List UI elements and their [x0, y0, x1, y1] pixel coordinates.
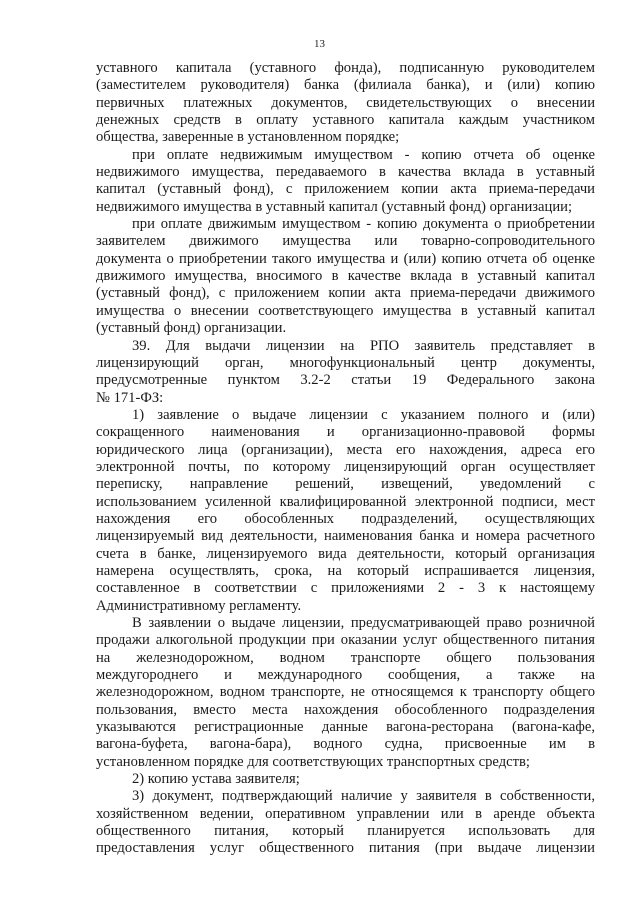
text-line: недвижимого имущества в уставный капитал (уставный фонд) организации;: [96, 198, 573, 215]
text-line: первичных платежных документов, свидетельствующих о внесении: [96, 94, 595, 111]
text-line: на железнодорожном, водном транспорте общего пользования: [96, 649, 595, 666]
text-line: 3) документ, подтверждающий наличие у заявителя в собственности,: [132, 788, 595, 805]
text-line: заявителем движимого имущества или товарно-сопроводительного: [96, 233, 595, 250]
text-line: продажи алкогольной продукции при оказании услуг общественного питания: [96, 632, 595, 649]
text-line: нахождения его обособленных подразделений, осуществляющих: [96, 510, 595, 527]
text-line: юридического лица (организации), места его нахождения, адреса его: [96, 441, 595, 458]
text-line: уставного капитала (уставного фонда), подписанную руководителем: [96, 60, 595, 76]
text-line: № 171-ФЗ:: [96, 389, 164, 406]
text-line: переписку, направление решений, извещений, уведомлений с: [96, 476, 595, 493]
text-line: (уставный фонд) организации.: [96, 320, 287, 337]
text-line: указываются регистрационные данные вагона-ресторана (вагона-кафе,: [96, 719, 595, 736]
text-line: установленном порядке для соответствующих транспортных средств;: [96, 753, 530, 770]
text-line: (заместителем руководителя) банка (филиала банка), и (или) копию: [96, 77, 595, 94]
text-line: общественного питания, который планируется использовать для: [96, 823, 595, 840]
text-line: составленное в соответствии с приложениями 2 - 3 к настоящему: [96, 580, 595, 597]
text-line: электронной почты, по которому лицензирующий орган осуществляет: [96, 458, 595, 475]
text-line: 1) заявление о выдаче лицензии с указанием полного и (или): [132, 406, 595, 423]
text-line: лицензируемый вид деятельности, наименования банка и номера расчетного: [96, 528, 595, 545]
text-line: использованием усиленной квалифицированной электронной подписи, мест: [96, 493, 595, 510]
text-line: движимого имущества, вносимого в качестве вклада в уставный капитал: [96, 268, 595, 285]
text-line: счета в банке, лицензируемого вида деятельности, который организация: [96, 545, 595, 562]
text-line: вагона-буфета, вагона-бара), водного судна, присвоенные им в: [96, 736, 595, 753]
text-line: лицензирующий орган, многофункциональный центр документы,: [96, 354, 595, 371]
text-line: пользования, вместо места нахождения обособленного подразделения: [96, 701, 595, 718]
text-line: намерена осуществлять, срока, на который испрашивается лицензия,: [96, 562, 595, 579]
text-line: предусмотренные пунктом 3.2-2 статьи 19 Федерального закона: [96, 372, 595, 389]
text-line: имущества о внесении соответствующего имущества в уставный капитал: [96, 302, 595, 319]
text-line: хозяйственном ведении, оперативном управлении или в аренде объекта: [96, 805, 595, 822]
text-line: документа о приобретении такого имущества и (или) копию отчета об оценке: [96, 250, 595, 267]
text-line: при оплате движимым имуществом - копию документа о приобретении: [132, 216, 595, 233]
text-line: В заявлении о выдаче лицензии, предусматривающей право розничной: [132, 615, 595, 631]
text-line: междугороднего и международного сообщения, а также на: [96, 667, 595, 684]
text-line: недвижимого имущества, передаваемого в качества вклада в уставный: [96, 164, 595, 181]
text-line: при оплате недвижимым имуществом - копию отчета об оценке: [132, 146, 595, 163]
page-number: 13: [314, 38, 325, 50]
text-line: 2) копию устава заявителя;: [132, 771, 300, 788]
text-line: общества, заверенные в установленном порядке;: [96, 129, 400, 146]
text-line: предоставления услуг общественного питания (при выдаче лицензии: [96, 840, 595, 857]
text-line: сокращенного наименования и организационно-правовой формы: [96, 424, 595, 441]
text-line: капитал (уставный фонд), с приложением копии акта приема-передачи: [96, 181, 595, 198]
document-body: [96, 60, 595, 858]
text-line: железнодорожном, водном транспорте, не относящемся к транспорту общего: [96, 684, 595, 701]
text-line: 39. Для выдачи лицензии на РПО заявитель представляет в: [132, 337, 595, 354]
text-line: (уставный фонд), с приложением копии акта приема-передачи движимого: [96, 285, 595, 302]
text-line: денежных средств в оплату уставного капитала каждым участником: [96, 112, 595, 129]
text-line: Административному регламенту.: [96, 597, 302, 614]
